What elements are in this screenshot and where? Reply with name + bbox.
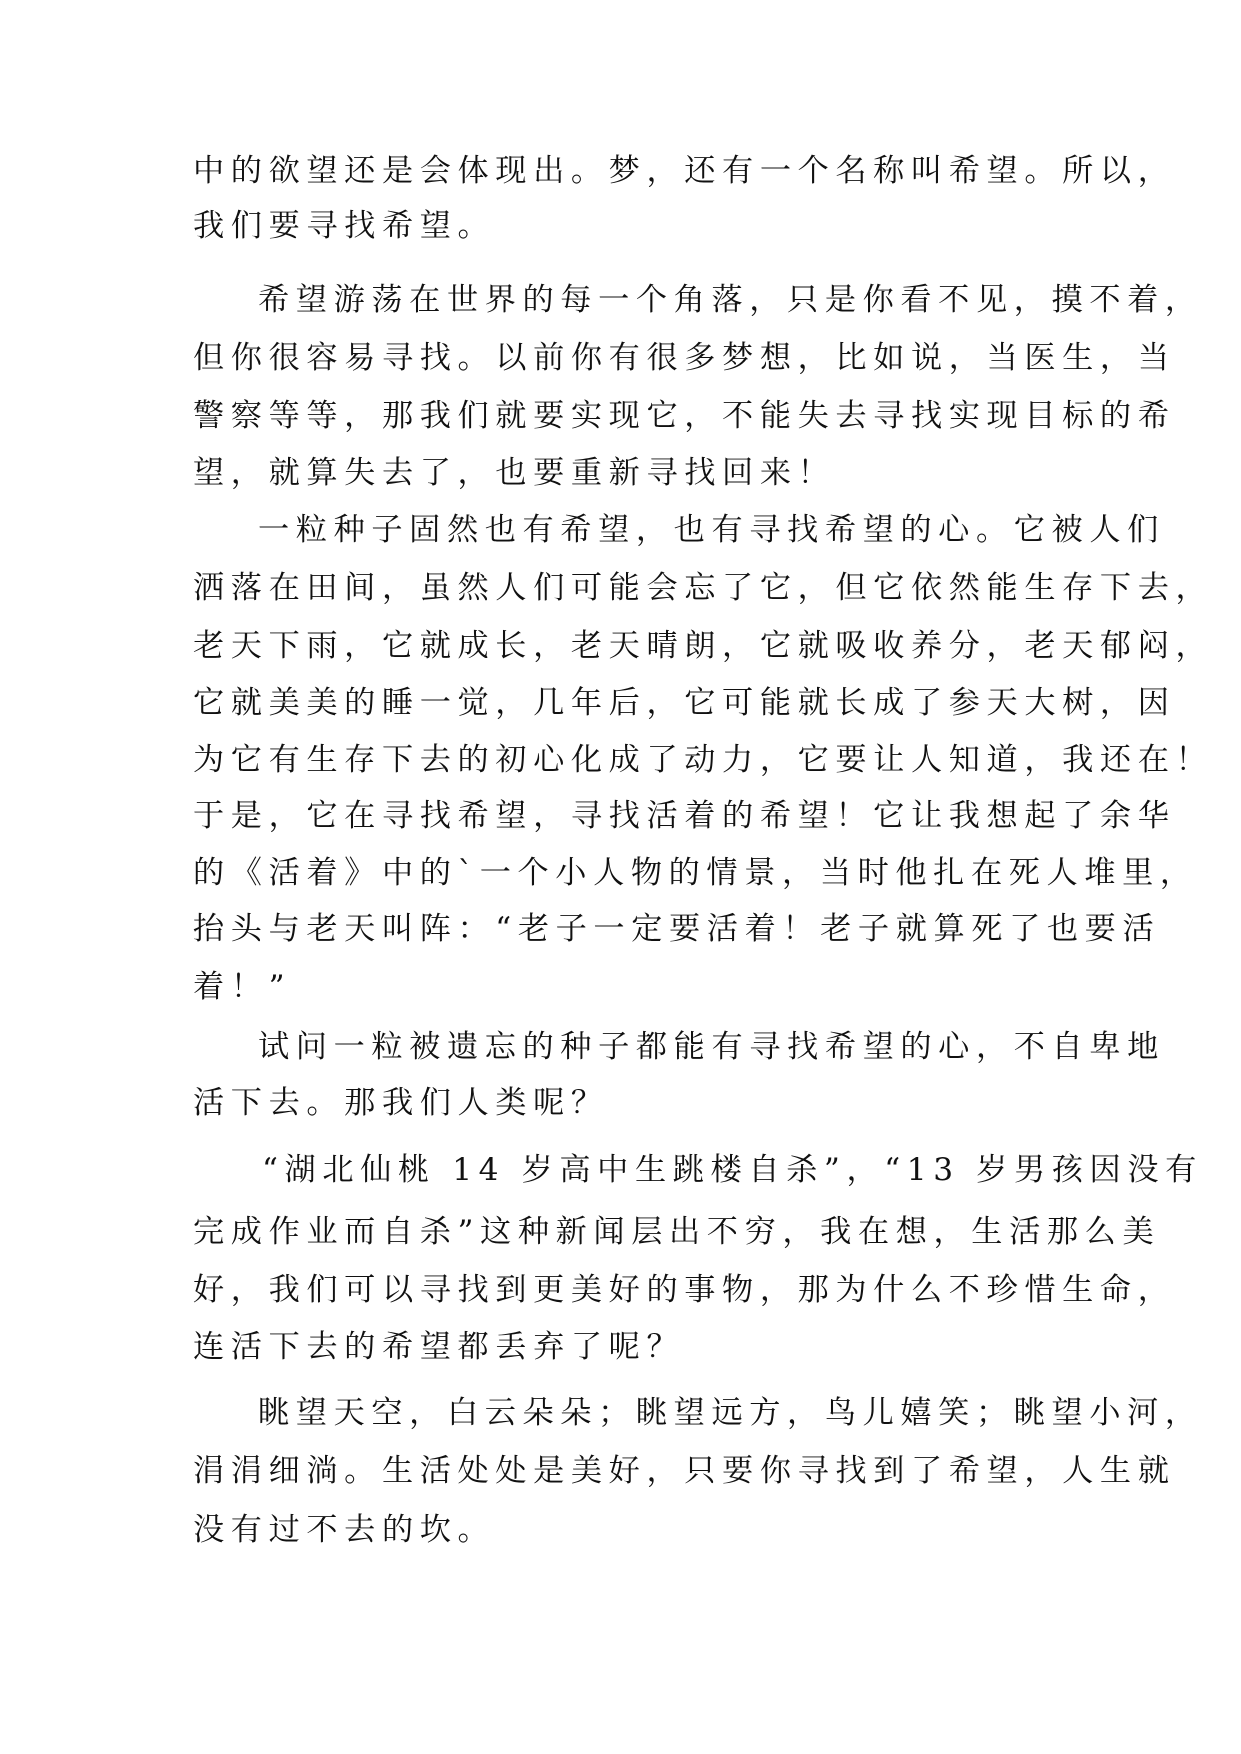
- text-line: 没有过不去的坎。: [193, 1512, 496, 1548]
- text-line: 的《活着》中的`一个小人物的情景，当时他扎在死人堆里，: [193, 855, 1198, 891]
- paragraph-first-line: 希望游荡在世界的每一个角落，只是你看不见，摸不着，: [258, 282, 1203, 318]
- text-line: 活下去。那我们人类呢？: [193, 1085, 609, 1121]
- text-line: 警察等等，那我们就要实现它，不能失去寻找实现目标的希: [193, 398, 1176, 434]
- text-line: 涓涓细淌。生活处处是美好，只要你寻找到了希望，人生就: [193, 1453, 1176, 1489]
- paragraph-first-line: 试问一粒被遗忘的种子都能有寻找希望的心，不自卑地: [258, 1029, 1165, 1065]
- text-line: 好，我们可以寻找到更美好的事物，那为什么不珍惜生命，: [193, 1272, 1176, 1308]
- text-line: 着！”: [193, 969, 292, 1005]
- text-line: 望，就算失去了，也要重新寻找回来！: [193, 455, 836, 491]
- text-line: 中的欲望还是会体现出。梦，还有一个名称叫希望。所以，: [193, 153, 1176, 189]
- text-line: 为它有生存下去的初心化成了动力，它要让人知道，我还在！: [193, 742, 1214, 778]
- text-line: 洒落在田间，虽然人们可能会忘了它，但它依然能生存下去，: [193, 570, 1214, 606]
- paragraph-first-line: 眺望天空，白云朵朵；眺望远方，鸟儿嬉笑；眺望小河，: [258, 1395, 1203, 1431]
- paragraph-first-line: 一粒种子固然也有希望，也有寻找希望的心。它被人们: [258, 512, 1165, 548]
- text-line: 完成作业而自杀”这种新闻层出不穷，我在想，生活那么美: [193, 1214, 1161, 1250]
- text-line: 它就美美的睡一觉，几年后，它可能就长成了参天大树，因: [193, 685, 1176, 721]
- text-line: 抬头与老天叫阵：“老子一定要活着！老子就算死了也要活: [193, 911, 1161, 947]
- text-line: 连活下去的希望都丢弃了呢？: [193, 1329, 685, 1365]
- paragraph-first-line: “湖北仙桃 14 岁高中生跳楼自杀”，“13 岁男孩因没有: [262, 1152, 1203, 1188]
- text-line: 于是，它在寻找希望，寻找活着的希望！它让我想起了余华: [193, 798, 1176, 834]
- text-line: 我们要寻找希望。: [193, 208, 496, 244]
- text-line: 但你很容易寻找。以前你有很多梦想，比如说，当医生，当: [193, 340, 1176, 376]
- text-line: 老天下雨，它就成长，老天晴朗，它就吸收养分，老天郁闷，: [193, 628, 1214, 664]
